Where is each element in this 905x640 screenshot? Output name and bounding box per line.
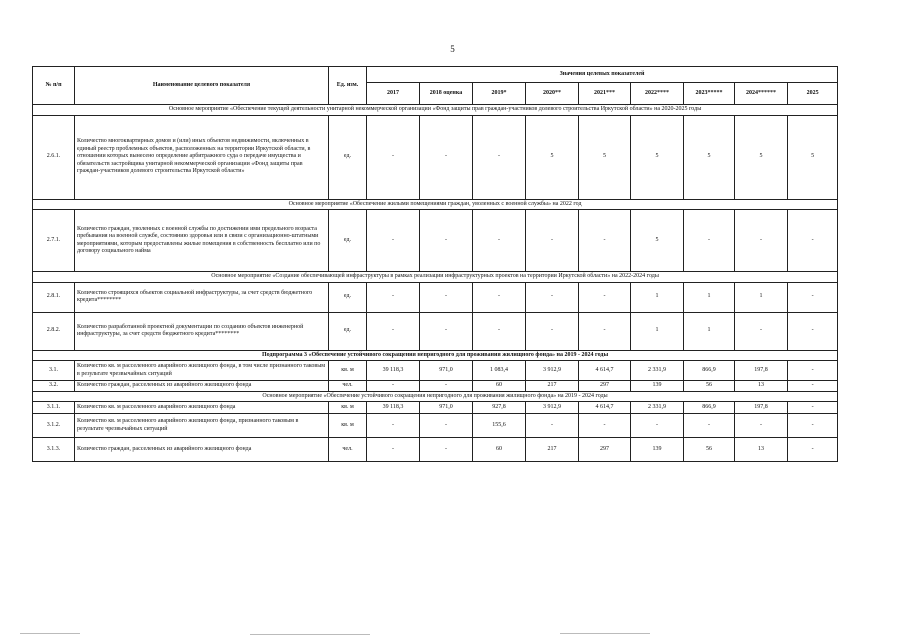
value-cell: - bbox=[367, 381, 420, 392]
table-body bbox=[33, 105, 838, 462]
table-row bbox=[33, 282, 838, 312]
value-cell: - bbox=[367, 312, 420, 350]
value-cell: 1 bbox=[684, 312, 735, 350]
value-cell: 1 bbox=[631, 282, 684, 312]
indicator-name: Количество граждан, расселенных из аварийного жилищного фонда bbox=[75, 438, 329, 462]
value-cell: - bbox=[420, 414, 473, 438]
indicator-name: Количество разработанной проектной документации по созданию объектов инженерной инфраструктуры, за счет средств бюджетного кредита******** bbox=[75, 312, 329, 350]
value-cell: - bbox=[788, 438, 838, 462]
value-cell: - bbox=[579, 312, 631, 350]
value-cell: 197,8 bbox=[735, 361, 788, 381]
value-cell: - bbox=[788, 282, 838, 312]
header-year: 2024****** bbox=[735, 83, 788, 105]
page-number: 5 bbox=[450, 44, 455, 54]
section-title: Основное мероприятие «Создание обеспечивающей инфраструктуры в рамках реализации инфраструктурных проектов на территории Иркутской области» на 2022-2024 годы bbox=[33, 272, 838, 283]
value-cell: 1 bbox=[684, 282, 735, 312]
value-cell: - bbox=[367, 282, 420, 312]
value-cell: 971,0 bbox=[420, 361, 473, 381]
value-cell: 5 bbox=[735, 115, 788, 199]
row-number: 2.8.1. bbox=[33, 282, 75, 312]
section-row bbox=[33, 199, 838, 210]
section-title: Подпрограмма 3 «Обеспечение устойчивого сокращения непригодного для проживания жилищного фонда» на 2019 - 2024 годы bbox=[33, 350, 838, 361]
value-cell: - bbox=[579, 282, 631, 312]
value-cell: - bbox=[788, 402, 838, 414]
section-row bbox=[33, 105, 838, 116]
header-num: № п/п bbox=[33, 67, 75, 105]
value-cell: 13 bbox=[735, 381, 788, 392]
value-cell: - bbox=[420, 210, 473, 272]
value-cell: 5 bbox=[579, 115, 631, 199]
table-row bbox=[33, 414, 838, 438]
value-cell: 1 083,4 bbox=[473, 361, 526, 381]
value-cell: - bbox=[579, 210, 631, 272]
value-cell: 866,9 bbox=[684, 402, 735, 414]
section-row bbox=[33, 272, 838, 283]
value-cell: - bbox=[420, 312, 473, 350]
row-number: 2.8.2. bbox=[33, 312, 75, 350]
value-cell: - bbox=[684, 414, 735, 438]
value-cell: 13 bbox=[735, 438, 788, 462]
value-cell: 5 bbox=[684, 115, 735, 199]
value-cell: - bbox=[526, 312, 579, 350]
value-cell: - bbox=[420, 438, 473, 462]
row-number: 3.1.2. bbox=[33, 414, 75, 438]
value-cell: 139 bbox=[631, 438, 684, 462]
indicator-name: Количество многоквартирных домов и (или) иных объектов недвижимости, включенных в единый реестр проблемных объектов, расположенных на территории Иркутской области, в отношении которых вынесено определение арбитражного суда о передаче имущества и обязательств застройщика унитарной некоммерческой организации «Фонд защиты прав граждан-участников долевого строительства Иркутской области» bbox=[75, 115, 329, 199]
value-cell: - bbox=[526, 414, 579, 438]
header-unit: Ед. изм. bbox=[329, 67, 367, 105]
value-cell: 197,8 bbox=[735, 402, 788, 414]
value-cell: - bbox=[788, 381, 838, 392]
value-cell: 297 bbox=[579, 381, 631, 392]
indicator-name: Количество граждан, расселенных из аварийного жилищного фонда bbox=[75, 381, 329, 392]
header-year: 2022**** bbox=[631, 83, 684, 105]
scan-artifact bbox=[20, 633, 80, 634]
value-cell: - bbox=[735, 414, 788, 438]
indicator-name: Количество граждан, уволенных с военной службы по достижении ими предельного возраста пребывания на военной службе, состоянию здоровья или в связи с организационно-штатными мероприятиями, которым предоставлены жилые помещения в собственность бесплатно или по договору социального найма bbox=[75, 210, 329, 272]
unit-cell: чел. bbox=[329, 381, 367, 392]
header-year: 2023***** bbox=[684, 83, 735, 105]
table-row bbox=[33, 381, 838, 392]
value-cell: 3 912,9 bbox=[526, 361, 579, 381]
table-row bbox=[33, 438, 838, 462]
value-cell: - bbox=[735, 312, 788, 350]
value-cell: - bbox=[367, 210, 420, 272]
value-cell: 1 bbox=[735, 282, 788, 312]
row-number: 2.6.1. bbox=[33, 115, 75, 199]
value-cell: 4 614,7 bbox=[579, 402, 631, 414]
header-year: 2017 bbox=[367, 83, 420, 105]
scan-artifact bbox=[560, 633, 650, 634]
value-cell: - bbox=[420, 115, 473, 199]
value-cell: 39 118,3 bbox=[367, 361, 420, 381]
header-year: 2021*** bbox=[579, 83, 631, 105]
value-cell: - bbox=[473, 210, 526, 272]
header-year: 2018 оценка bbox=[420, 83, 473, 105]
unit-cell: кв. м bbox=[329, 402, 367, 414]
table-row bbox=[33, 115, 838, 199]
indicator-name: Количество кв. м расселенного аварийного жилищного фонда, в том числе признанного таковым в результате чрезвычайных ситуаций bbox=[75, 361, 329, 381]
value-cell: 217 bbox=[526, 438, 579, 462]
value-cell: - bbox=[367, 438, 420, 462]
value-cell: - bbox=[473, 312, 526, 350]
value-cell: 56 bbox=[684, 438, 735, 462]
row-number: 3.1.3. bbox=[33, 438, 75, 462]
value-cell: - bbox=[788, 361, 838, 381]
row-number: 3.1.1. bbox=[33, 402, 75, 414]
indicator-name: Количество кв. м расселенного аварийного жилищного фонда, признанного таковым в результате чрезвычайных ситуаций bbox=[75, 414, 329, 438]
value-cell: - bbox=[788, 414, 838, 438]
unit-cell: чел. bbox=[329, 438, 367, 462]
unit-cell: кв. м bbox=[329, 414, 367, 438]
value-cell: 927,8 bbox=[473, 402, 526, 414]
value-cell: 155,6 bbox=[473, 414, 526, 438]
value-cell: 5 bbox=[631, 115, 684, 199]
value-cell: - bbox=[526, 282, 579, 312]
value-cell: 3 912,9 bbox=[526, 402, 579, 414]
value-cell: 139 bbox=[631, 381, 684, 392]
value-cell: - bbox=[473, 282, 526, 312]
section-row bbox=[33, 350, 838, 361]
value-cell: 297 bbox=[579, 438, 631, 462]
value-cell: 4 614,7 bbox=[579, 361, 631, 381]
value-cell: 60 bbox=[473, 381, 526, 392]
target-indicators-table bbox=[32, 66, 838, 462]
header-year: 2019* bbox=[473, 83, 526, 105]
unit-cell: ед. bbox=[329, 312, 367, 350]
value-cell: 2 331,9 bbox=[631, 402, 684, 414]
table-row bbox=[33, 361, 838, 381]
section-title: Основное мероприятие «Обеспечение текущей деятельности унитарной некоммерческой организации «Фонд защиты прав граждан-участников долевого строительства Иркутской области» на 2020-2025 годы bbox=[33, 105, 838, 116]
value-cell: - bbox=[473, 115, 526, 199]
table-row bbox=[33, 210, 838, 272]
value-cell: 56 bbox=[684, 381, 735, 392]
table-row bbox=[33, 312, 838, 350]
value-cell: - bbox=[735, 210, 788, 272]
value-cell: - bbox=[684, 210, 735, 272]
value-cell: 5 bbox=[631, 210, 684, 272]
value-cell: 866,9 bbox=[684, 361, 735, 381]
header-values: Значения целевых показателей bbox=[367, 67, 838, 83]
header-name: Наименование целевого показателя bbox=[75, 67, 329, 105]
unit-cell: ед. bbox=[329, 282, 367, 312]
section-title: Основное мероприятие «Обеспечение жилыми помещениями граждан, уволенных с военной службы» на 2022 год bbox=[33, 199, 838, 210]
section-row bbox=[33, 391, 838, 402]
header-year: 2020** bbox=[526, 83, 579, 105]
row-number: 2.7.1. bbox=[33, 210, 75, 272]
row-number: 3.1. bbox=[33, 361, 75, 381]
section-title: Основное мероприятие «Обеспечение устойчивого сокращения непригодного для проживания жилищного фонда» на 2019 - 2024 годы bbox=[33, 391, 838, 402]
value-cell: - bbox=[631, 414, 684, 438]
value-cell: - bbox=[579, 414, 631, 438]
value-cell: - bbox=[420, 282, 473, 312]
value-cell: 1 bbox=[631, 312, 684, 350]
value-cell: 39 118,3 bbox=[367, 402, 420, 414]
table-row bbox=[33, 402, 838, 414]
value-cell: 5 bbox=[788, 115, 838, 199]
scan-artifact bbox=[250, 634, 370, 635]
value-cell: 5 bbox=[526, 115, 579, 199]
table-header bbox=[33, 67, 838, 105]
indicator-name: Количество кв. м расселенного аварийного жилищного фонда bbox=[75, 402, 329, 414]
value-cell: - bbox=[367, 414, 420, 438]
value-cell: - bbox=[788, 210, 838, 272]
value-cell: - bbox=[367, 115, 420, 199]
unit-cell: кв. м bbox=[329, 361, 367, 381]
value-cell: 971,0 bbox=[420, 402, 473, 414]
value-cell: 2 331,9 bbox=[631, 361, 684, 381]
unit-cell: ед. bbox=[329, 115, 367, 199]
indicator-name: Количество строящихся объектов социальной инфраструктуры, за счет средств бюджетного кредита******** bbox=[75, 282, 329, 312]
value-cell: - bbox=[788, 312, 838, 350]
value-cell: - bbox=[420, 381, 473, 392]
row-number: 3.2. bbox=[33, 381, 75, 392]
value-cell: 217 bbox=[526, 381, 579, 392]
unit-cell: ед. bbox=[329, 210, 367, 272]
value-cell: - bbox=[526, 210, 579, 272]
value-cell: 60 bbox=[473, 438, 526, 462]
header-year: 2025 bbox=[788, 83, 838, 105]
